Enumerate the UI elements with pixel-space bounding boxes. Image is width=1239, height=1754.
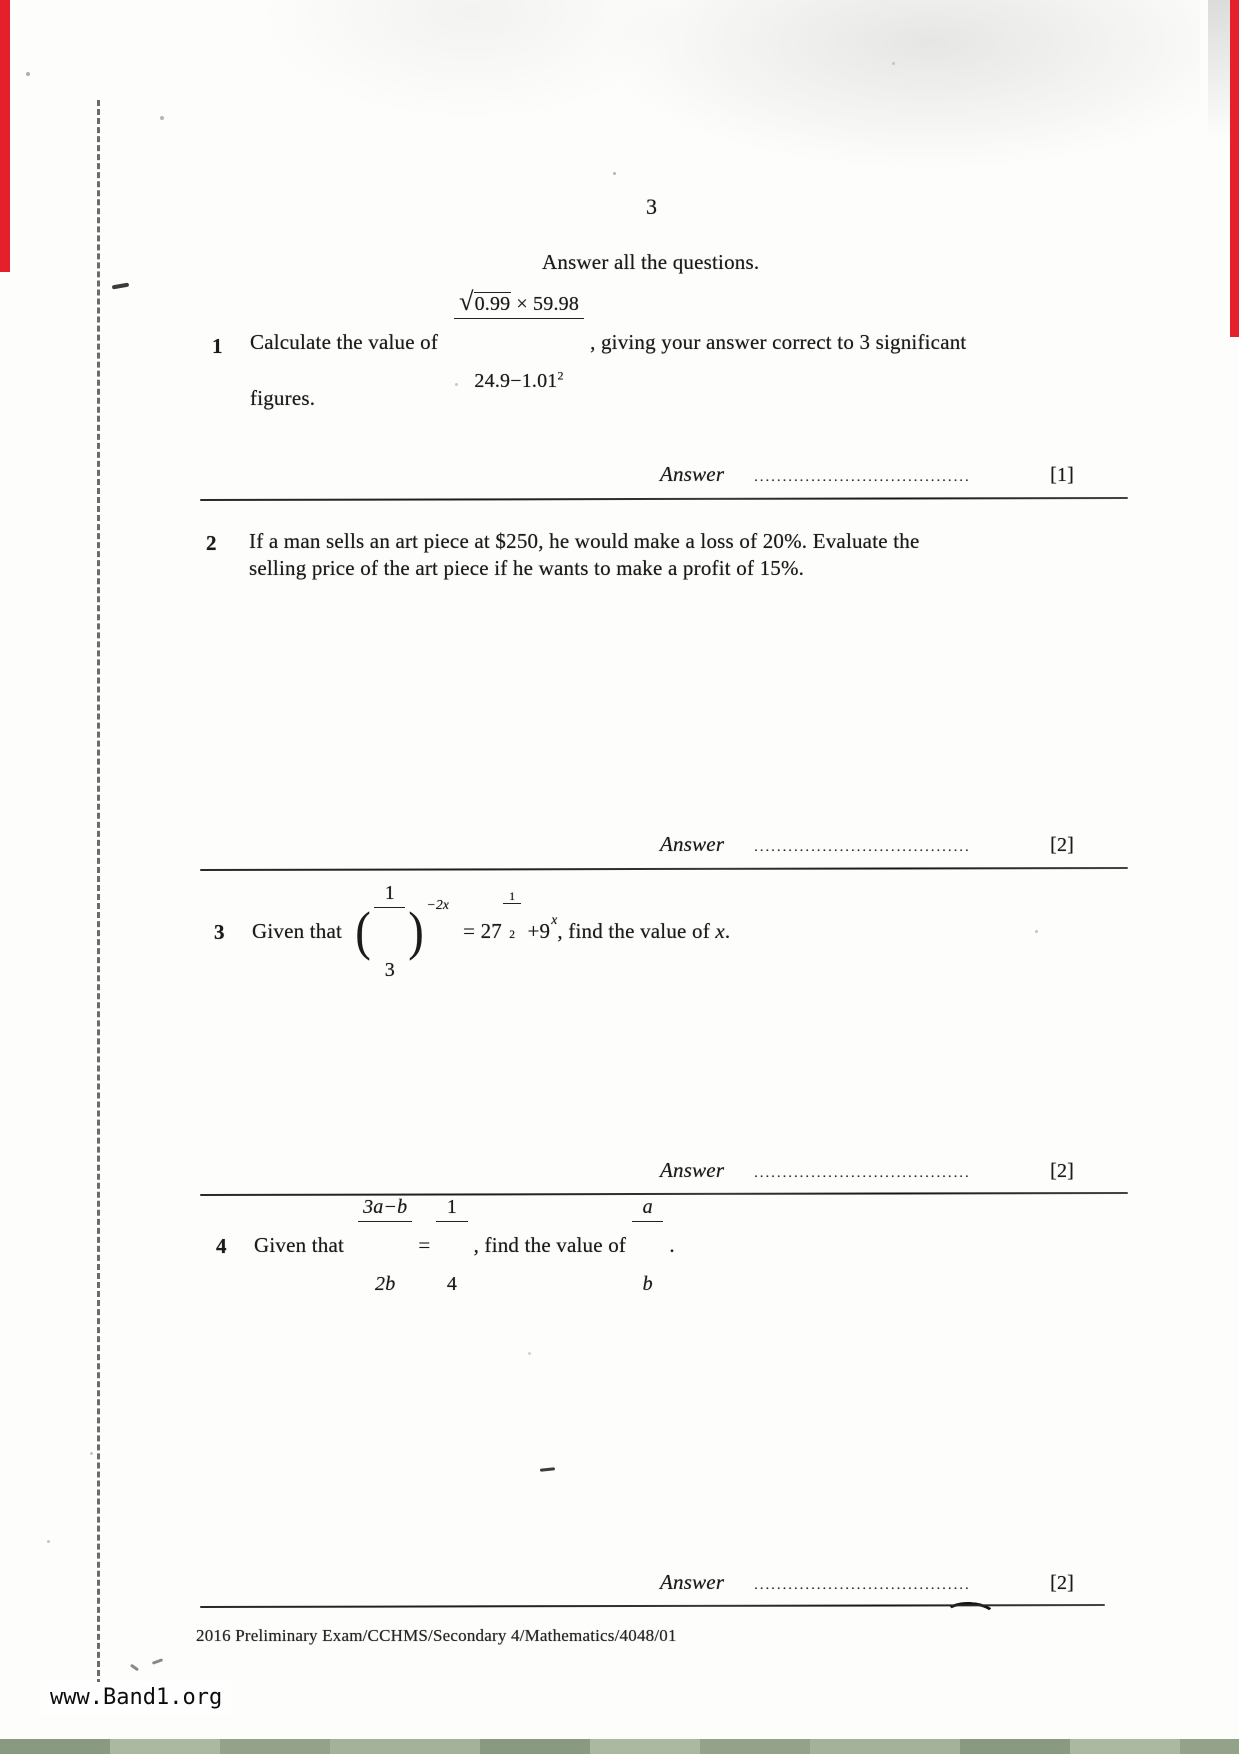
q3-text-after: , find the value of (557, 918, 716, 943)
q2-text-line2: selling price of the art piece if he wants to make a profit of 15%. (249, 556, 805, 580)
speckle (47, 1540, 50, 1543)
q3-close-paren: ) (408, 900, 425, 961)
speckle (613, 172, 616, 175)
q3-answer-label: Answer (660, 1158, 725, 1182)
scan-top-smudge (600, 0, 1200, 170)
speckle (528, 1352, 531, 1355)
q4-marks-badge: [2] (1050, 1572, 1074, 1594)
speckle (1035, 930, 1038, 933)
q4-frac1-num: 3a−b (358, 1195, 412, 1222)
q2-text-line1: If a man sells an art piece at $250, he would make a loss of 20%. Evaluate the (249, 529, 920, 553)
q2-answer-row (660, 832, 1074, 857)
footer-text: 2016 Preliminary Exam/CCHMS/Secondary 4/Mathematics/4048/01 (196, 1626, 677, 1645)
q3-exponent-fraction (503, 867, 521, 965)
q2-marks-badge: [2] (1050, 834, 1074, 856)
q4-frac2-den: 4 (446, 1272, 458, 1295)
q4-fraction-3 (632, 1147, 663, 1344)
q1-numerator (454, 286, 584, 319)
q1-answer-row (660, 462, 1074, 487)
speckle (160, 116, 164, 120)
q1-answer-dotted-line: ...................................... (754, 470, 971, 485)
question-4-text (254, 1195, 675, 1295)
radical-sign: √ (459, 286, 474, 316)
q4-fraction-2 (436, 1147, 467, 1344)
speckle (26, 72, 30, 76)
q3-exp-frac-den: 2 (509, 928, 516, 941)
q1-denominator-exponent: 2 (557, 367, 564, 382)
q1-text-line2: figures. (250, 386, 316, 410)
section-divider (200, 867, 1128, 871)
q2-answer-dotted-line: ...................................... (754, 840, 971, 855)
q1-fraction (454, 244, 584, 441)
q4-equals: = (418, 1232, 431, 1257)
q3-marks-badge: [2] (1050, 1160, 1074, 1182)
scan-edge-red-right (1230, 0, 1239, 337)
q1-answer-label: Answer (660, 462, 725, 486)
q3-plus-base: +9 (527, 918, 551, 943)
q2-answer-label: Answer (660, 832, 725, 856)
q4-frac1-den: 2b (375, 1272, 396, 1295)
margin-dashed-line (97, 100, 100, 1685)
q3-frac-denominator: 3 (384, 958, 395, 981)
section-divider (200, 497, 1128, 501)
scan-edge-red-left (0, 0, 10, 272)
q4-text-mid: , find the value of (473, 1232, 627, 1257)
scan-edge-gray-smudge (1208, 0, 1230, 140)
q3-answer-row (660, 1158, 1074, 1183)
q1-denominator (454, 367, 584, 393)
q3-exponent: −2x (426, 897, 450, 912)
q3-answer-dotted-line: ...................................... (754, 1166, 971, 1181)
q4-answer-dotted-line: ...................................... (754, 1578, 971, 1593)
bottom-scan-bar-texture (0, 1739, 1239, 1754)
pen-mark-artifact (152, 1658, 163, 1665)
q3-text-before: Given that (252, 918, 343, 943)
q1-numerator-rest: × 59.98 (516, 292, 580, 315)
q4-fraction-1 (358, 1147, 412, 1344)
question-4-number: 4 (216, 1234, 227, 1258)
speckle (90, 1452, 93, 1455)
q3-open-paren: ( (355, 900, 371, 961)
q1-denominator-base: 24.9−1.01 (474, 369, 558, 392)
instruction-text: Answer all the questions. (542, 250, 760, 274)
bottom-scan-bar (0, 1739, 1239, 1754)
question-1-text (250, 286, 967, 392)
q4-period: . (669, 1232, 675, 1257)
q1-marks-badge: [1] (1050, 464, 1074, 486)
q3-frac-numerator: 1 (374, 881, 405, 908)
question-1-number: 1 (212, 334, 223, 358)
question-3-text (252, 881, 731, 981)
q4-answer-row (660, 1570, 1074, 1595)
q4-frac2-num: 1 (436, 1195, 467, 1222)
q3-variable: x (715, 918, 725, 943)
q3-equals-base: = 27 (463, 918, 502, 943)
section-divider (200, 1192, 1128, 1196)
q3-period: . (724, 918, 731, 943)
speckle (892, 62, 895, 65)
q3-plus-exponent: x (551, 912, 558, 927)
page-number: 3 (646, 194, 658, 219)
q4-frac3-den: b (642, 1272, 653, 1295)
q4-answer-label: Answer (660, 1570, 725, 1594)
pen-mark-artifact (130, 1664, 139, 1672)
q1-text-before: Calculate the value of (250, 329, 439, 354)
q1-radicand: 0.99 (474, 292, 511, 315)
watermark: www.Band1.org (40, 1682, 232, 1715)
scan-top-smudge-2 (260, 0, 680, 120)
q4-text-before: Given that (254, 1232, 345, 1257)
q3-fraction (374, 833, 405, 1030)
q1-text-after: , giving your answer correct to 3 significant (590, 329, 967, 354)
q3-exp-frac-num: 1 (503, 891, 521, 904)
question-2-number: 2 (206, 531, 217, 555)
pen-dash-artifact (112, 283, 129, 290)
pen-dash-artifact (540, 1467, 555, 1472)
q4-frac3-num: a (632, 1195, 663, 1222)
question-3-number: 3 (214, 920, 225, 944)
